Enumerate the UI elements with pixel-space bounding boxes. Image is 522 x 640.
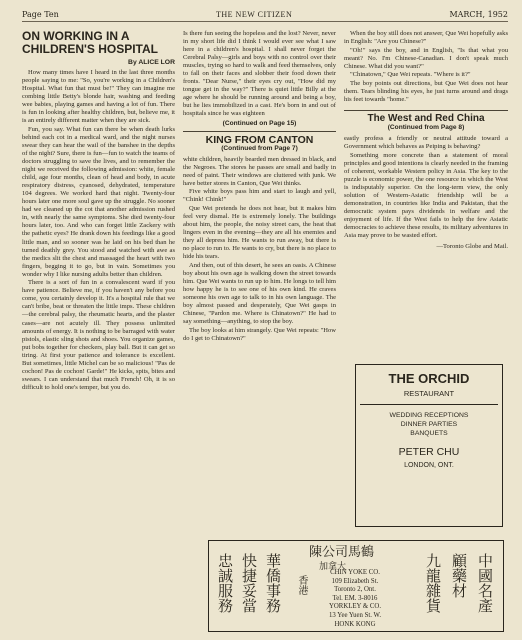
- ad-service: WEDDING RECEPTIONS: [389, 412, 469, 419]
- article-paragraph: "Oh!" says the boy, and in English, "Is that what you meant? No. I'm Chinese-Canadian. I don't speak much Chinese. What did you want?": [344, 46, 508, 70]
- continued-note: (Continued from Page 8): [387, 123, 465, 131]
- ad-chinese-column: 華僑事務: [264, 553, 282, 613]
- article-title: ON WORKING IN A CHILDREN'S HOSPITAL: [22, 29, 158, 56]
- continued-note: (Continued on Page 15): [222, 119, 297, 127]
- orchid-restaurant-ad: [355, 364, 503, 527]
- article-paragraph: Five white boys pass him and start to laugh and yell, "Chink! Chink!": [183, 188, 336, 204]
- ad-address-line: 13 Yee Yuen St. W.: [328, 611, 382, 619]
- column-middle: [183, 30, 336, 343]
- ad-address: [315, 569, 395, 629]
- ad-address-line: 109 Elizabeth St.: [331, 577, 379, 585]
- page-number: Page Ten: [22, 10, 59, 19]
- ad-chinese-subtitle: 加拿大: [319, 562, 347, 572]
- byline: By ALICE LOR: [128, 59, 175, 66]
- article-hospital: [22, 30, 175, 392]
- article-paragraph: white children, heavily bearded men dressed in black, and the Negroes. The stores he passes are small and badly in need of paint. Their windows are cluttered with junk. We have better stores in Canton, Que Wei thinks.: [183, 155, 336, 187]
- article-paragraph: Something more concrete than a statement of moral principles and good intentions is clearly needed in the framing of coherent, workable Western policy in Asia. The key to the puzzle is economic power, the one resource in which the West is indisputably superior. On the long-term view, the only solution of Western-Asiatic friendship will be a demonstration, in countries like India and Pakistan, that the democratic system pays dividends in welfare and the enjoyment of life. If the West fails to help the few Asiatic democracies to achieve these results, its military adventures in Asia may prove to be wasted effort.: [344, 151, 508, 240]
- article-paragraph: And then, out of this desert, he sees an oasis. A Chinese boy about his own age is walking down the street towards him. Que Wei wants to run up to him. He longs to tell him how happy he is to see one of his own kind. He craves someone his own age to talk to in his own language. The boy almost passed and desperately, Que Wei gasps in Chinese, "Pardon me. Where is Chinatown?" He had to say something—anything, to stop the boy.: [183, 261, 336, 326]
- ad-address-line: Tel. EM. 3-8016: [332, 594, 378, 602]
- ad-location: LONDON, ONT.: [404, 462, 454, 469]
- article-title: KING FROM CANTON: [183, 131, 336, 144]
- article-paragraph: When the boy still does not answer, Que Wei hopefully asks in English: "Are you Chinese?": [344, 30, 508, 46]
- article-paragraph: How many times have I heard in the last three months people saying to me: "So, you're working in a Children's Hospital. What fun that must be!" They can imagine me combing little Betty's blonde hair, washing and feeding wee babies, playing games and having a lot of fun. There is fun in looking after healthy children, but, believe me, it is an entirely different matter when they are sick.: [22, 69, 175, 125]
- article-paragraph: There is a sort of fun in a convalescent ward if you have patience. Believe me, if you haven't any before you come, you certainly develop it. It's a hospital rule that we can't bribe, beat or threaten the little imps. These children—the cerebral palsy, the rheumatic hearts, and the plaster cases—are not acutely ill. They possess unlimited amounts of energy. It is nothing to be barraged with water pistols, elastic sling shots and shoes. You organize games, put bobs together for checkers, play ball. But it can get so tiring. At first your patience and tolerance is excellent. But sometimes, little Michel can be so malicious! "Pas de cochon! Pas de cochon! Garde!" He kicks, spits, bites and swears. I can understand that much French! Oh, it is so difficult to hold one's temper, but you do.: [22, 279, 175, 391]
- ad-chinese-title: 陳公司馬鶴: [309, 545, 375, 560]
- ad-chinese-column: 快捷妥當: [240, 553, 258, 613]
- ad-subtitle: RESTAURANT: [403, 389, 455, 398]
- ad-chinese-column: 九龍雜貨: [424, 553, 442, 613]
- ad-title: THE ORCHID: [388, 371, 470, 386]
- ad-address-line: CHIN YOKE CO.: [330, 569, 380, 576]
- ad-address-line: HONK KONG: [334, 620, 376, 628]
- ad-service: DINNER PARTIES: [400, 421, 458, 428]
- article-paragraph: eastly profess a friendly or neutral attitude toward a Government which behaves as Peiping is behaving?: [344, 135, 508, 151]
- column-right: [344, 30, 508, 251]
- article-paragraph: Fun, you say. What fun can there be when death lurks behind each cot in a medical ward, and the night nurses swear they can hear the wail of the banshee in the depths of the night? Sure, there is fun—fun to watch the teams of doctors struggling to save the lives, and to remember the night we received the following admission: white, female child, age four months, clean of head and body, in acute respiratory distress, cyanosed, dehydrated, temperature 104 degrees. We worked hard that night. Twenty-four hours later one more soul gave up the struggle. No sooner had we cleaned up the cot that another admission rushed in, with nearly the same symptoms. She died twenty-four hours later, too. And who can forget little Zackery with the pathetic eyes? He drank down his feedings like a good little man, and so sooner was he laid on his bed than he turned deathly grey. You stood and watched with awe as the medics slit the chest and massaged the heart with two fingers, begging it to go, but in vain. Sometimes you wonder why I like nursing adults better than children.: [22, 125, 175, 278]
- ad-chinese-column: 忠誠服務: [216, 553, 234, 613]
- ad-service: BANQUETS: [410, 430, 448, 437]
- publication-title: THE NEW CITIZEN: [216, 10, 293, 19]
- article-paragraph: Que Wei pretends he does not hear, but it makes him feel very dismal. He is extremely lonely. The buildings about him, the people, the noisy street cars, the heat that lingers even in the evening—they are all his enemies and they all depress him. He wants to run away, but there is no place to run to. He wants to cry, but there is no place to hide his tears.: [183, 204, 336, 261]
- chin-yoke-ad: [208, 540, 504, 632]
- article-title: The West and Red China: [344, 110, 508, 123]
- page-header: [22, 8, 508, 22]
- ad-chinese-column: 中國名產: [476, 553, 494, 613]
- divider: [360, 404, 498, 405]
- article-paragraph: The boy points out directions, but Que Wei does not hear them. Tears blinding his eyes, he just turns around and drags his feet towards "home.": [344, 79, 508, 103]
- issue-date: MARCH, 1952: [449, 10, 508, 19]
- ad-address-line: Toronto 2, Ont.: [334, 586, 376, 594]
- article-paragraph: The boy looks at him strangely. Que Wei repeats: "How do I get to Chinatown?": [183, 326, 336, 342]
- ad-chinese-column: 顧藥材: [450, 553, 468, 598]
- article-paragraph: Is there fun seeing the hopeless and the lost? Never, never in my short life did I think I would ever see what I saw here in a children's hospital. I shall never forget the Cerebral Palsy—girls and boys with no control over their muscles, trying so hard to walk and feed themselves, only to fall on their faces and slobber their food down their fronts. "Dear Nurse," their eyes cry out, "How did my tongue get in the way?" There is quiet little Billy at the age where he should be running around and being a boy, but he lies immobilized in a cast. He's born in and out of hospitals since he was eighteen: [183, 30, 336, 118]
- ad-chinese-column: 香港: [296, 575, 307, 595]
- newspaper-page: [22, 8, 508, 632]
- ad-address-line: YORKLEY & CO.: [328, 603, 382, 611]
- ad-proprietor: PETER CHU: [398, 446, 460, 458]
- continued-note: (Continued from Page 7): [221, 144, 298, 152]
- article-paragraph: "Chinatown," Que Wei repeats. "Where is it?": [350, 71, 471, 79]
- source-credit: —Toronto Globe and Mail.: [436, 243, 508, 251]
